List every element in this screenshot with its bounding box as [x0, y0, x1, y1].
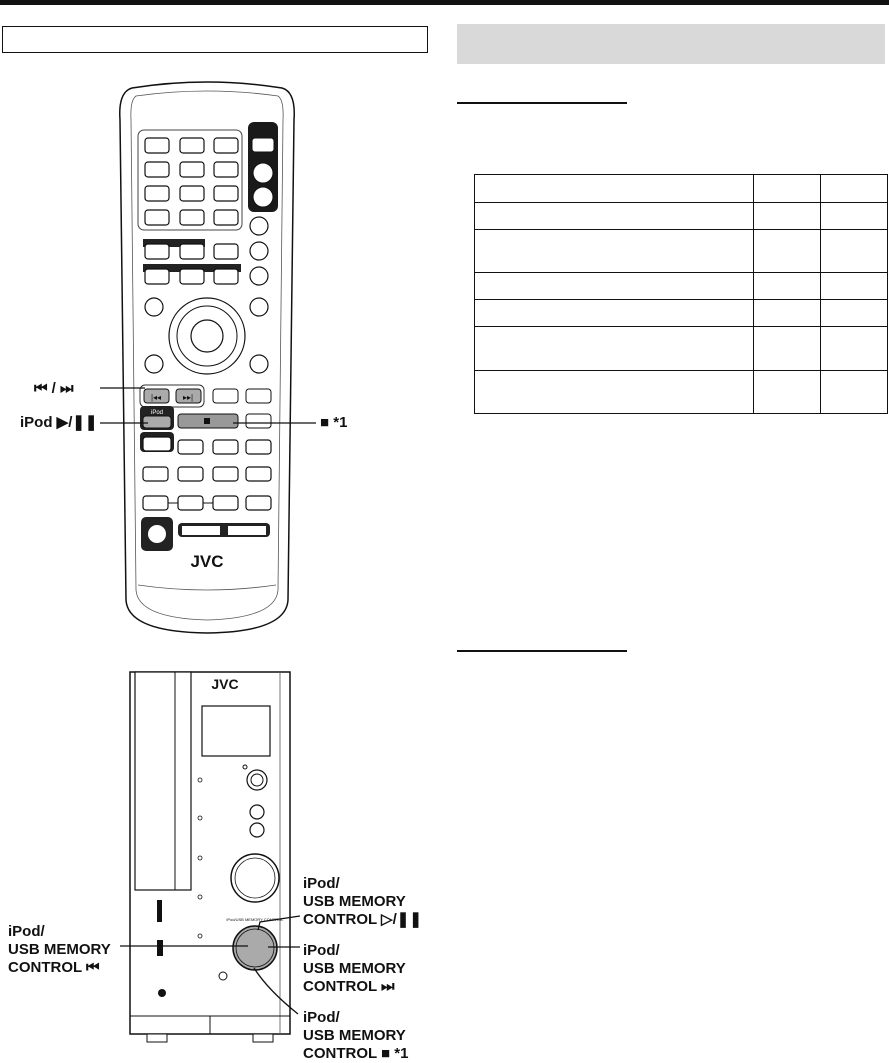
table-row [475, 327, 888, 371]
table-cell [754, 230, 821, 273]
table-cell [475, 230, 754, 273]
table-row [475, 300, 888, 327]
subheading-underline-2 [457, 650, 627, 652]
table-cell [821, 230, 888, 273]
table-cell [754, 371, 821, 414]
table-cell [754, 327, 821, 371]
table-cell [821, 371, 888, 414]
table-cell [754, 273, 821, 300]
ipod-play-label: iPod ▶/❚❚ [20, 414, 98, 431]
table-row [475, 371, 888, 414]
skip-label: ⏮ / ⏭ [34, 380, 74, 397]
unit-prev-label: iPod/ USB MEMORY CONTROL ⏮ [8, 923, 111, 976]
jvc-logo-unit: JVC [211, 676, 239, 692]
section-header-box [2, 26, 428, 53]
table-cell [754, 203, 821, 230]
section-title-bar [457, 24, 885, 64]
unit-play-label: iPod/ USB MEMORY CONTROL ▷/❚❚ [303, 875, 422, 928]
top-rule [0, 0, 889, 5]
table-cell [821, 273, 888, 300]
stop-label: ■ *1 [320, 414, 348, 431]
unit-stop-label: iPod/ USB MEMORY CONTROL ■ *1 [303, 1009, 409, 1062]
subheading-underline [457, 102, 627, 104]
table-cell [475, 203, 754, 230]
control-caption: iPod/USB MEMORY CONTROL [226, 917, 284, 922]
table-cell [821, 203, 888, 230]
table-cell [475, 371, 754, 414]
table-row [475, 175, 888, 203]
table-row [475, 203, 888, 230]
table-cell [475, 300, 754, 327]
table-row [475, 230, 888, 273]
table-cell [821, 300, 888, 327]
table-cell [475, 327, 754, 371]
spec-table [474, 174, 888, 414]
remote-control-illustration [110, 80, 305, 640]
ipod-key-text: iPod [150, 410, 164, 416]
table-cell [754, 300, 821, 327]
table-cell [821, 327, 888, 371]
table-cell [475, 175, 754, 203]
table-cell [475, 273, 754, 300]
svg-text:|◂◂: |◂◂ [150, 393, 162, 402]
unit-next-label: iPod/ USB MEMORY CONTROL ⏭ [303, 942, 406, 995]
jvc-logo-remote: JVC [190, 552, 224, 571]
table-cell [821, 175, 888, 203]
table-row [475, 273, 888, 300]
table-cell [754, 175, 821, 203]
svg-text:▸▸|: ▸▸| [182, 393, 194, 402]
